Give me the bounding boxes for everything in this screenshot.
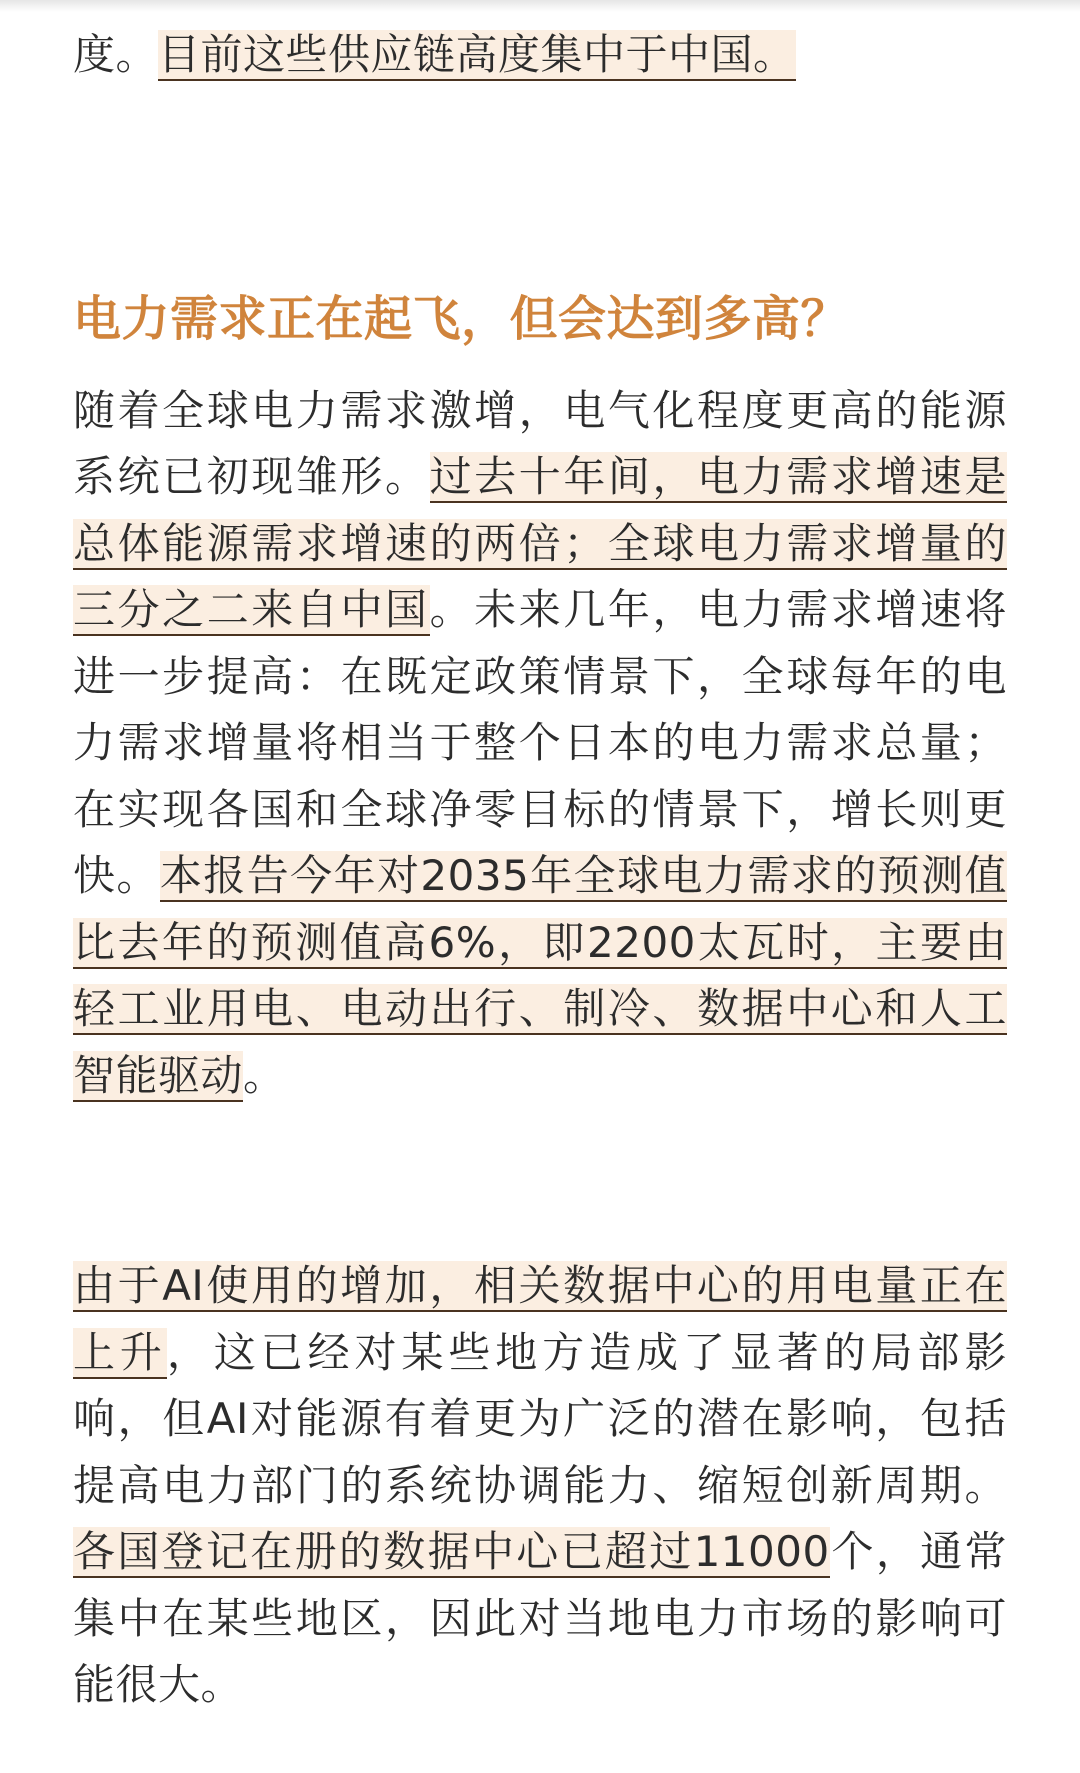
highlight-data-center-count[interactable]: 各国登记在册的数据中心已超过11000 [73,1527,830,1576]
paragraph-text: ，这已经对某些地方造成了显著的局部影响，但AI对能源有着更为广泛的潜在影响，包括提高电力部门的系统协调能力、缩短创新周期。 [73,1327,1007,1510]
article-body [73,22,1007,1719]
intro-paragraph [73,22,1007,89]
highlight-2035-forecast[interactable]: 本报告今年对2035年全球电力需求的预测值比去年的预测值高6%，即2200太瓦时，主要由轻工业用电、电动出行、制冷、数据中心和人工智能驱动 [73,851,1007,1100]
ai-data-center-paragraph [73,1253,1007,1719]
paragraph-text: 个，通常集中在某些地区，因此对当地电力市场的影响可能很大。 [73,1527,1007,1709]
highlight-supply-chain[interactable]: 目前这些供应链高度集中于中国。 [158,30,796,79]
power-demand-paragraph [73,378,1007,1110]
highlight-demand-growth[interactable]: 过去十年间，电力需求增速是总体能源需求增速的两倍；全球电力需求增量的三分之二来自中国 [73,452,1007,634]
paragraph-text: 。 [243,1050,286,1100]
highlight-ai-electricity[interactable]: 由于AI使用的增加，相关数据中心的用电量正在上升 [73,1261,1007,1377]
paragraph-text: 。未来几年，电力需求增速将进一步提高：在既定政策情景下，全球每年的电力需求增量将相当于整个日本的电力需求总量；在实现各国和全球净零目标的情景下，增长则更快。 [73,585,1007,900]
paragraph-text: 随着全球电力需求激增，电气化程度更高的能源系统已初现雏形。 [73,385,1007,501]
intro-text: 度。 [73,30,159,79]
top-edge-shadow [0,0,1080,12]
section-heading: 电力需求正在起飞，但会达到多高？ [73,290,850,347]
